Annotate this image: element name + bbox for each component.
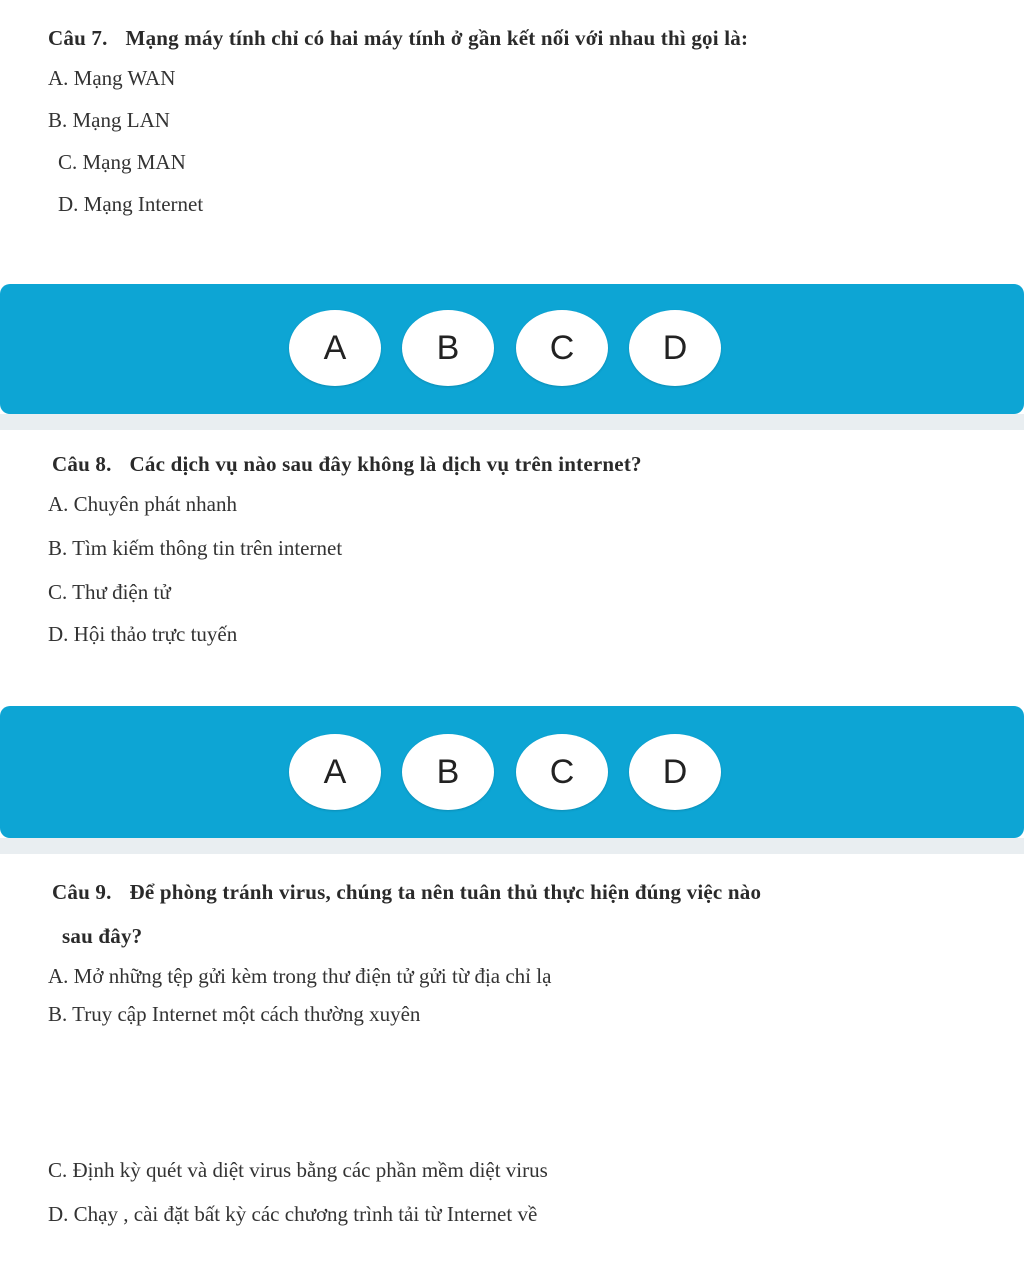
question-7-option-d: D. Mạng Internet (58, 192, 204, 216)
question-7-number: Câu 7. (48, 26, 108, 50)
question-9-option-b: B. Truy cập Internet một cách thường xuyên (48, 1002, 421, 1026)
question-8-number: Câu 8. (52, 452, 112, 476)
question-9-option-d: D. Chạy , cài đặt bất kỳ các chương trình tải từ Internet về (48, 1202, 538, 1226)
question-8-text: Các dịch vụ nào sau đây không là dịch vụ trên internet? (129, 452, 642, 476)
question-9-card (0, 854, 1024, 1280)
question-7-title (48, 26, 748, 51)
answer-8-c-button[interactable]: C (516, 734, 608, 810)
answer-panel-7 (0, 284, 1024, 414)
answer-8-d-button[interactable]: D (629, 734, 721, 810)
question-7-card (0, 0, 1024, 284)
section-divider (0, 414, 1024, 430)
question-8-option-d: D. Hội thảo trực tuyến (48, 622, 238, 646)
question-7-option-a: A. Mạng WAN (48, 66, 176, 90)
question-7-option-c: C. Mạng MAN (58, 150, 186, 174)
question-7-text: Mạng máy tính chỉ có hai máy tính ở gần kết nối với nhau thì gọi là: (125, 26, 749, 50)
question-9-title-line-1 (52, 880, 761, 905)
question-8-option-c: C. Thư điện tử (48, 580, 171, 604)
answer-7-c-button[interactable]: C (516, 310, 608, 386)
question-9-title-line-2: sau đây? (62, 924, 143, 948)
answer-7-d-button[interactable]: D (629, 310, 721, 386)
question-8-option-a: A. Chuyên phát nhanh (48, 492, 237, 516)
question-9-text: Để phòng tránh virus, chúng ta nên tuân thủ thực hiện đúng việc nào (129, 880, 762, 904)
answer-panel-8 (0, 706, 1024, 838)
answer-7-a-button[interactable]: A (289, 310, 381, 386)
question-8-option-b: B. Tìm kiếm thông tin trên internet (48, 536, 343, 560)
section-divider (0, 838, 1024, 854)
question-9-number: Câu 9. (52, 880, 112, 904)
answer-7-b-button[interactable]: B (402, 310, 494, 386)
question-7-option-b: B. Mạng LAN (48, 108, 170, 132)
answer-8-b-button[interactable]: B (402, 734, 494, 810)
question-8-card (0, 430, 1024, 706)
question-9-option-c: C. Định kỳ quét và diệt virus bằng các phần mềm diệt virus (48, 1158, 548, 1182)
answer-8-a-button[interactable]: A (289, 734, 381, 810)
question-8-title (52, 452, 642, 477)
question-9-option-a: A. Mở những tệp gửi kèm trong thư điện tử gửi từ địa chỉ lạ (48, 964, 552, 988)
